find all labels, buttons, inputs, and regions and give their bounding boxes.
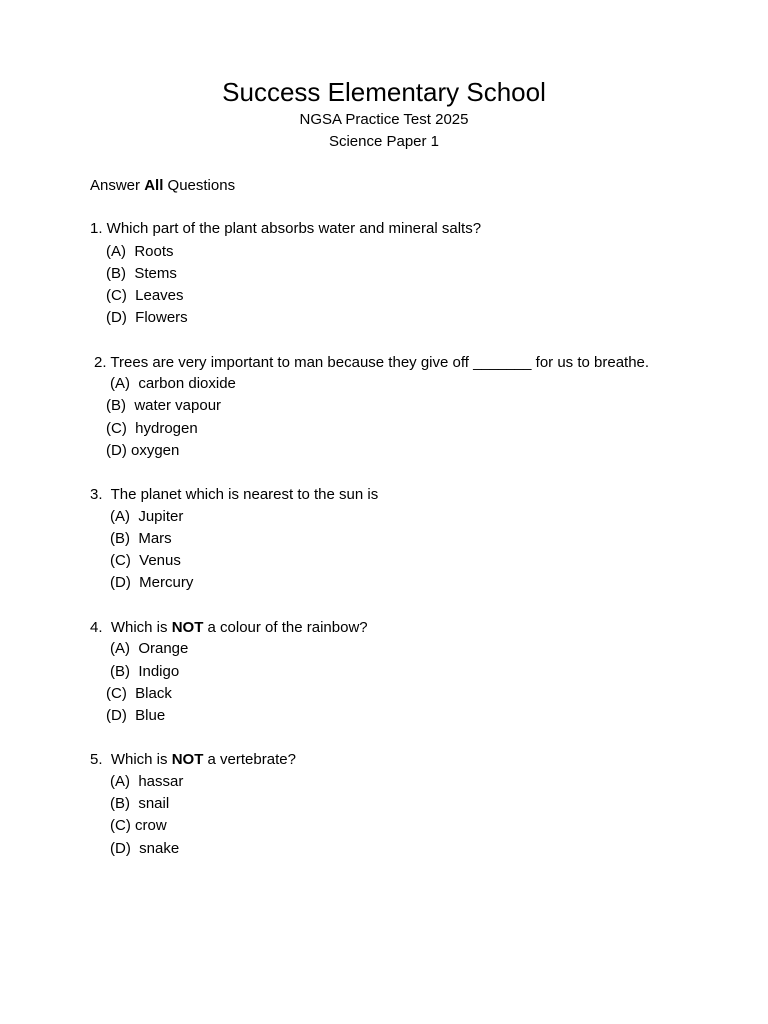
question-2-option-c: (C) hydrogen — [106, 420, 198, 437]
question-5-stem-emphasis: NOT — [171, 751, 204, 768]
question-3-option-c: (C) Venus — [110, 552, 181, 569]
instruction-prefix: Answer — [90, 177, 145, 194]
question-3-option-a: (A) Jupiter — [110, 508, 184, 525]
question-5-option-c: (C) crow — [110, 817, 167, 834]
question-1-option-a: (A) Roots — [106, 243, 174, 260]
question-1-option-b: (B) Stems — [106, 265, 177, 282]
instruction-suffix: Questions — [163, 177, 236, 194]
paper-name: Science Paper 1 — [328, 133, 440, 150]
question-1-option-c: (C) Leaves — [106, 287, 184, 304]
question-4-stem-suffix: a colour of the rainbow? — [203, 619, 368, 636]
question-4-option-c: (C) Black — [106, 685, 172, 702]
question-2-option-a: (A) carbon dioxide — [110, 375, 236, 392]
instruction-emphasis: All — [144, 177, 164, 194]
question-4-option-a: (A) Orange — [110, 640, 189, 657]
question-1-option-d: (D) Flowers — [106, 309, 188, 326]
question-4-stem — [90, 618, 368, 638]
question-1-stem: 1. Which part of the plant absorbs water and mineral salts? — [90, 220, 482, 237]
school-name: Success Elementary School — [222, 77, 546, 107]
test-name: NGSA Practice Test 2025 — [299, 111, 469, 128]
question-5-option-b: (B) snail — [110, 795, 170, 812]
question-5-option-a: (A) hassar — [110, 773, 184, 790]
question-4-option-d: (D) Blue — [106, 707, 166, 724]
question-5-stem-prefix: 5. Which is — [90, 751, 172, 768]
question-4-stem-emphasis: NOT — [171, 619, 204, 636]
question-2-option-b: (B) water vapour — [106, 397, 222, 414]
question-3-stem: 3. The planet which is nearest to the sun is — [90, 486, 379, 503]
question-5-stem-suffix: a vertebrate? — [203, 751, 296, 768]
question-2-option-d: (D) oxygen — [106, 442, 180, 459]
question-4-option-b: (B) Indigo — [110, 663, 180, 680]
question-3-option-d: (D) Mercury — [110, 574, 194, 591]
question-2-stem: 2. Trees are very important to man because they give off _______ for us to breathe. — [94, 354, 650, 371]
question-5-stem — [90, 750, 296, 770]
instruction — [90, 176, 235, 196]
question-3-option-b: (B) Mars — [110, 530, 172, 547]
question-5-option-d: (D) snake — [110, 840, 180, 857]
question-4-stem-prefix: 4. Which is — [90, 619, 172, 636]
